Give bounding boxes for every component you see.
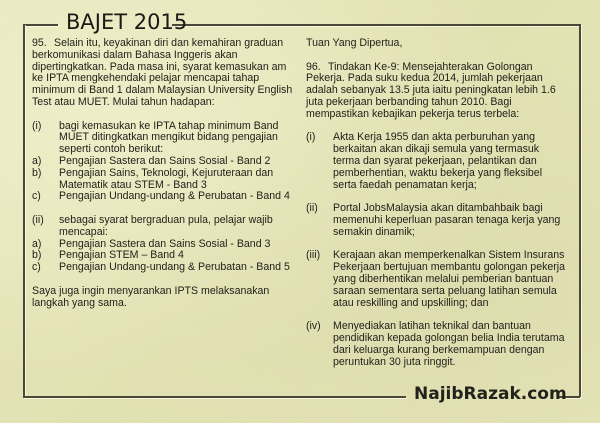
list-marker: (iv) [306,320,321,333]
list-item-ii [32,215,294,239]
list-marker: c) [32,190,41,203]
paragraph-number: 96. [306,60,321,73]
frame-left-edge [23,24,25,398]
sub-item-a [32,156,294,168]
list-marker: (ii) [32,213,44,226]
frame-top-right-segment [172,24,580,26]
list-item-text: Akta Kerja 1955 dan akta perburuhan yang berkaitan akan dikaji semula yang termasuk terma dan syarat pekerjaan, pelantikan dan pemberhentian, waktu bekerja yang fleksibel serta faedah penamatan kerja; [333,131,543,191]
list-item-text: Portal JobsMalaysia akan ditambahbaik bagi memenuhi keperluan pasaran tenaga kerja yang semakin dinamik; [333,202,561,238]
list-item-text: sebagai syarat bergraduan pula, pelajar wajib mencapai: [59,213,273,238]
list-item-text: Kerajaan akan memperkenalkan Sistem Insurans Pekerjaan bertujuan membantu golongan pekerja yang diberhentikan melalui pemberian bantuan saraan sementara serta peluang latihan semula atau reskilling and upskilling; dan [333,249,566,309]
list-marker: b) [32,166,42,179]
closing-paragraph: Saya juga ingin menyarankan IPTS melaksanakan langkah yang sama. [32,284,270,309]
list-marker: b) [32,249,42,262]
right-column [306,38,568,368]
list-item-text: Pengajian Sastera dan Sains Sosial - Band 3 [59,237,271,250]
list-item-text: Pengajian Sains, Teknologi, Kejuruteraan dan Matematik atau STEM - Band 3 [59,166,274,191]
list-marker: (iii) [306,249,321,262]
list-marker: a) [32,154,42,167]
list-marker: (i) [32,119,42,132]
paragraph-96 [306,62,568,121]
list-item-text: bagi kemasukan ke IPTA tahap minimum Band MUET ditingkatkan mengikut bidang pengajian seperti contoh berikut: [59,119,279,156]
page-title: BAJET 2015 [66,10,188,34]
list-item-ii [306,203,568,238]
paragraph-number: 95. [32,37,47,49]
list-marker: c) [32,261,41,274]
list-item-i [306,132,568,191]
list-item-text: Pengajian Sastera dan Sains Sosial - Band 2 [59,154,271,167]
paragraph-text: Tindakan Ke-9: Mensejahterakan Golongan Pekerja. Pada suku kedua 2014, jumlah pekerjaan adalah sebanyak 13.5 juta iaitu peningkatan lebih 1.6 juta pekerjaan berbanding tahun 2010. Bagi mempastikan kebajikan pekerja terus terbela: [306,60,556,120]
site-brand: NajibRazak.com [414,384,567,404]
left-column [32,38,294,321]
paragraph-text: Selain itu, keyakinan diri dan kemahiran graduan berkomunikasi dalam Bahasa Inggeris akan dipertingkatkan. Pada masa ini, syarat kemasukan am ke IPTA mengkehendaki pelajar mencapai tahap minimum di Band 1 dalam Malaysian University English Test atau MUET. Mulai tahun hadapan: [32,37,293,108]
list-marker: (i) [306,131,316,144]
sub-item-c [32,191,294,203]
sub-item-c [32,262,294,274]
paragraph-95 [32,38,294,109]
sub-item-b [32,168,294,192]
list-item-text: Menyediakan latihan teknikal dan bantuan pendidikan kepada golongan belia India terutama dari keluarga kurang berkemampuan dengan peruntukan 30 juta ringgit. [333,320,565,368]
list-item-iii [306,250,568,309]
frame-right-edge [579,24,581,397]
list-item-iv [306,321,568,368]
frame-top-left-segment [23,24,58,26]
list-marker: (ii) [306,202,318,215]
list-item-text: Pengajian Undang-undang & Perubatan - Band 4 [59,190,290,203]
list-item-text: Pengajian STEM – Band 4 [59,249,184,262]
list-item-i [32,121,294,156]
spacer [32,274,294,286]
frame-bottom-left-segment [23,396,406,398]
list-item-text: Pengajian Undang-undang & Perubatan - Band 5 [59,261,290,274]
salutation: Tuan Yang Dipertua, [306,37,403,49]
list-marker: a) [32,237,42,250]
